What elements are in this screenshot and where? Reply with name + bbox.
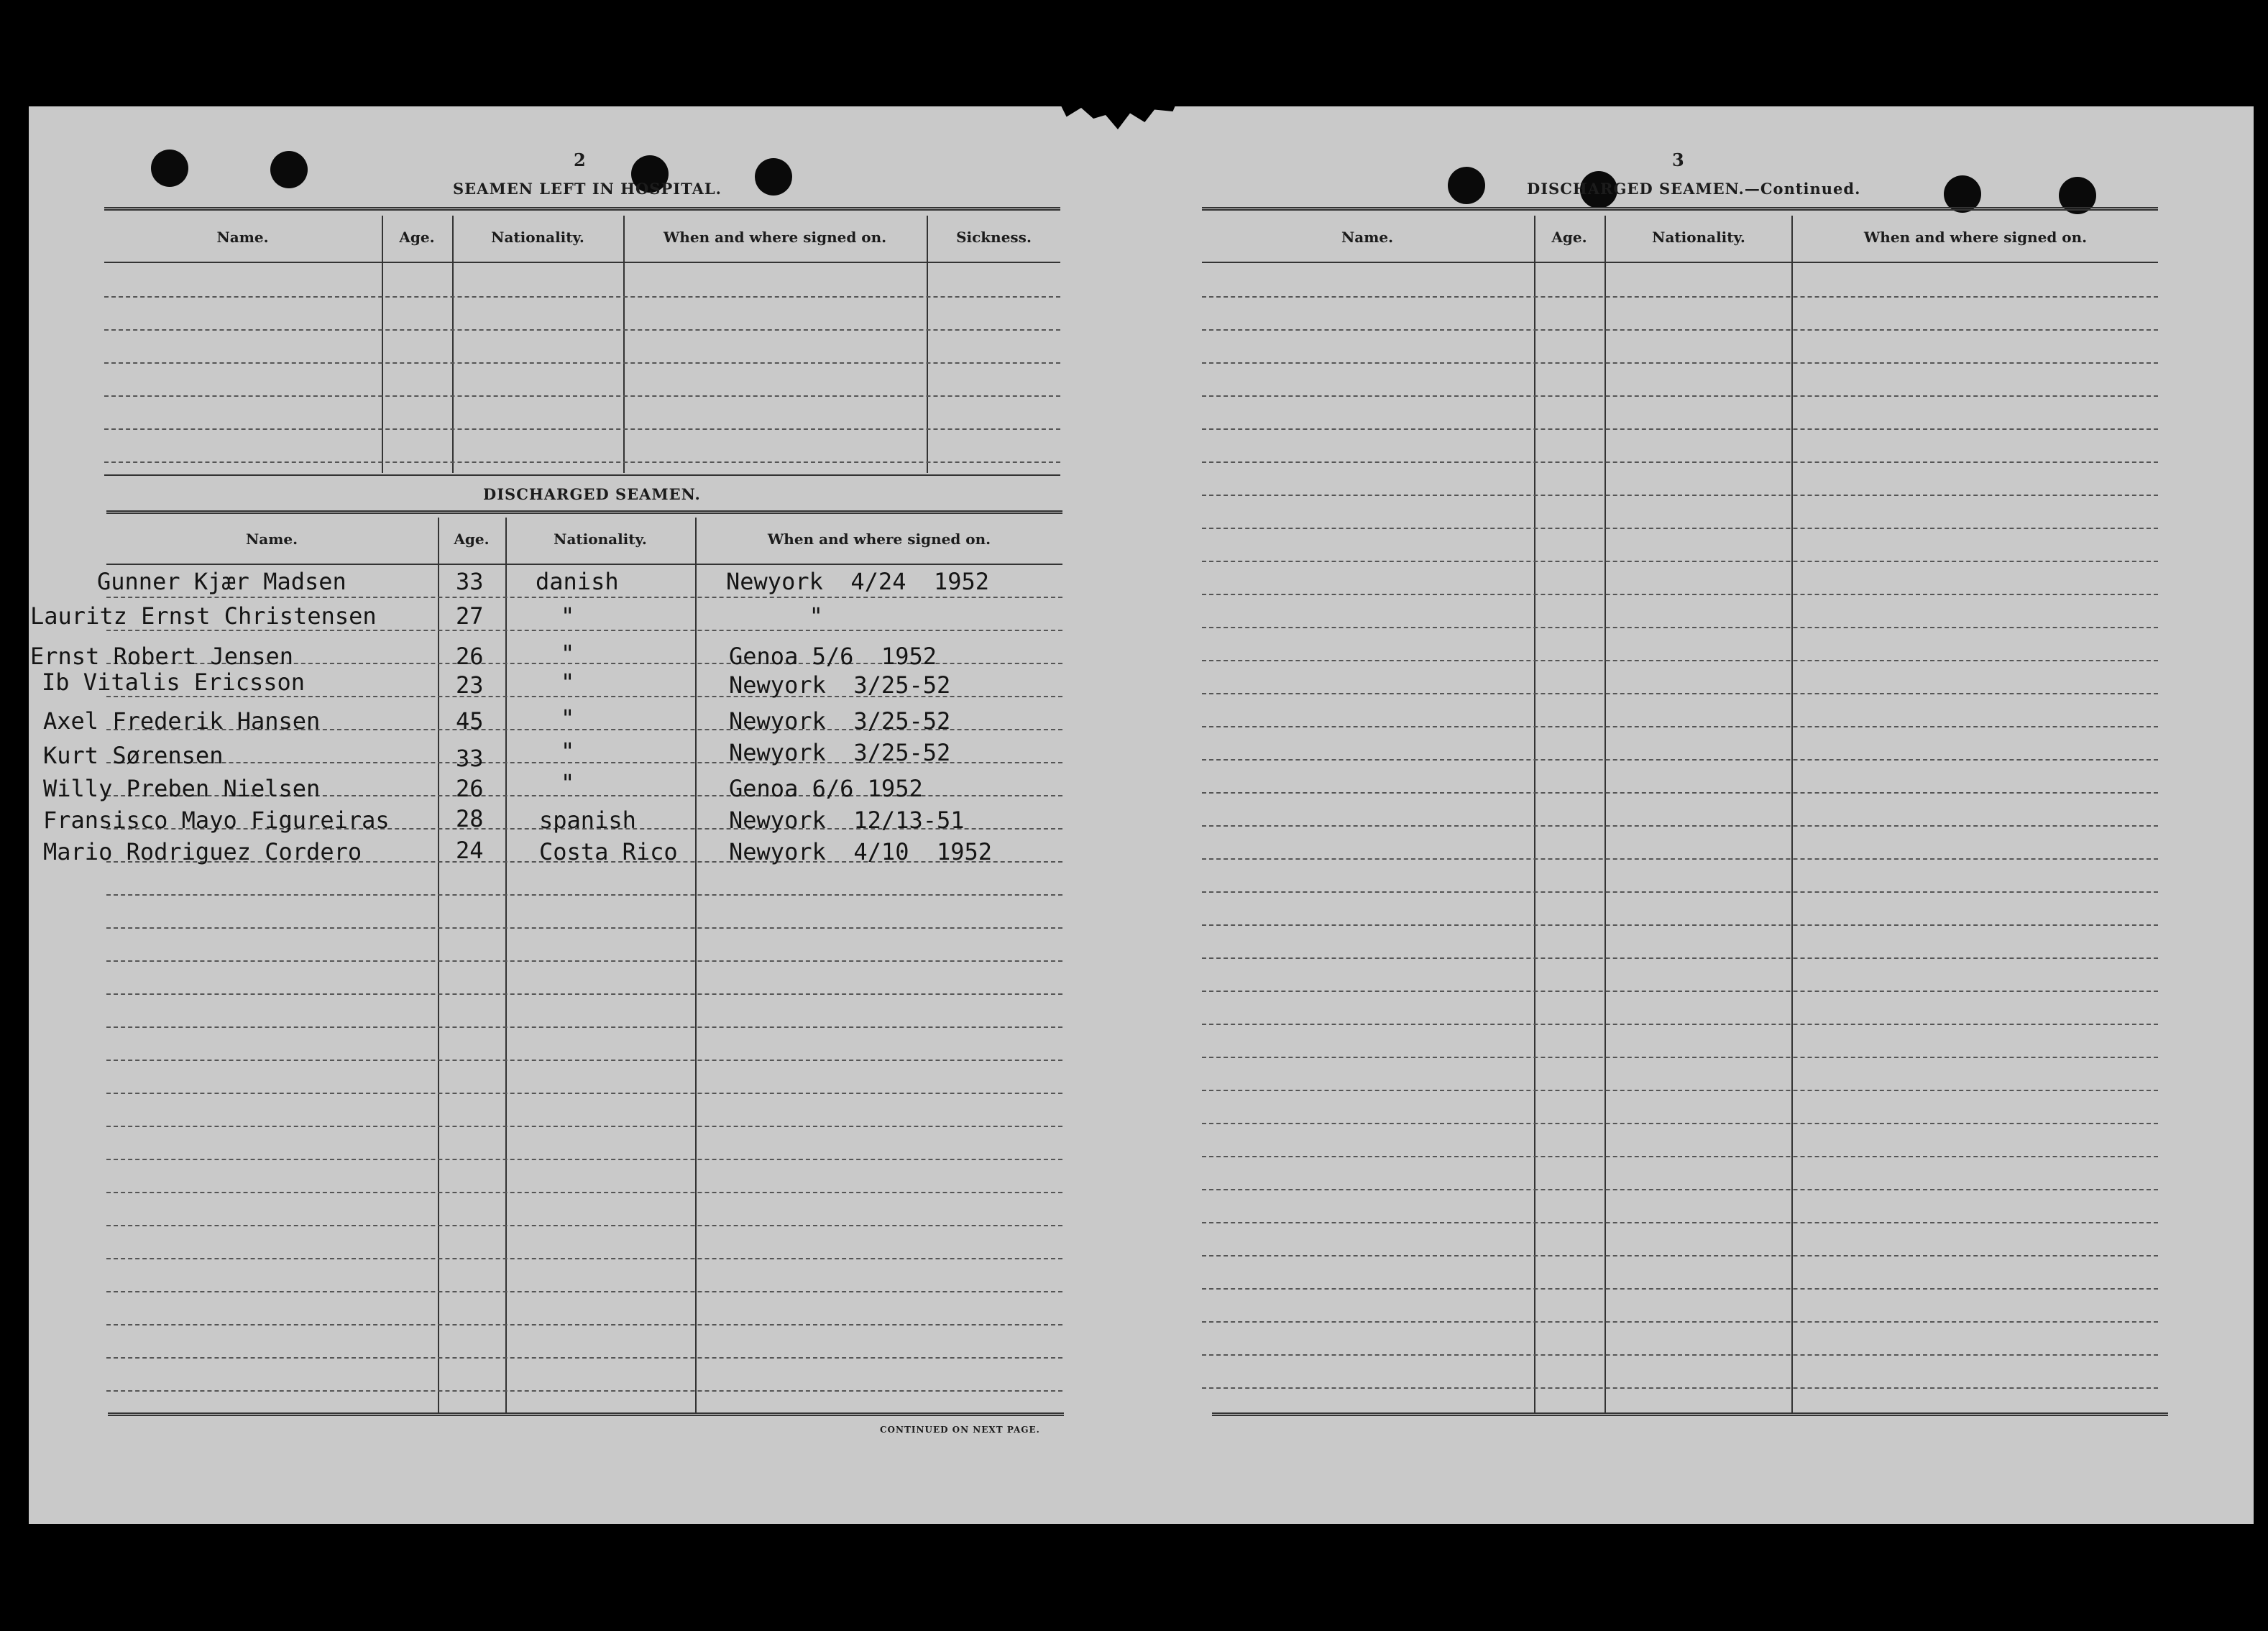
- ruled-line: [1202, 660, 2158, 661]
- ruled-line: [1202, 726, 2158, 727]
- seaman-age: 33: [456, 568, 484, 595]
- ruled-line: [106, 960, 1062, 962]
- ruled-line: [1202, 1057, 2158, 1058]
- seaman-name: Mario Rodriguez Cordero: [43, 838, 362, 865]
- discharged-col-age: Age.: [454, 530, 490, 548]
- ruled-line: [1202, 561, 2158, 562]
- seaman-signed-on: Genoa 6/6 1952: [729, 775, 923, 802]
- ruled-line: [106, 1026, 1062, 1028]
- ruled-line: [1202, 362, 2158, 364]
- seaman-signed-on: Newyork 3/25-52: [729, 671, 951, 699]
- seaman-name: Fransisco Mayo Figureiras: [43, 807, 390, 834]
- seaman-nationality: danish: [536, 568, 619, 595]
- hospital-section-title: SEAMEN LEFT IN HOSPITAL.: [453, 180, 722, 198]
- seaman-nationality: ": [561, 602, 575, 630]
- ruled-line: [1202, 594, 2158, 595]
- seaman-nationality: ": [561, 738, 575, 765]
- ruled-line: [1202, 759, 2158, 761]
- seaman-signed-on: Newyork 4/24 1952: [726, 568, 990, 595]
- page-number-left: 2: [574, 150, 586, 170]
- ruled-line: [1202, 428, 2158, 430]
- ruled-line: [1202, 991, 2158, 992]
- seaman-name: Gunner Kjær Madsen: [97, 568, 346, 595]
- ruled-line: [1202, 693, 2158, 694]
- hospital-bottom-rule: [104, 474, 1060, 476]
- seaman-signed-on: Newyork 3/25-52: [729, 739, 951, 766]
- hospital-top-rule: [104, 207, 1060, 211]
- seaman-age: 27: [456, 602, 484, 630]
- ruled-line: [1202, 528, 2158, 529]
- ruled-line: [106, 1390, 1062, 1392]
- right-col-name: Name.: [1341, 229, 1394, 246]
- ruled-line: [1202, 627, 2158, 628]
- ruled-line: [1202, 1123, 2158, 1124]
- seaman-nationality: spanish: [539, 807, 636, 834]
- ruled-line: [1202, 1189, 2158, 1190]
- hospital-divider: [452, 216, 454, 473]
- punch-hole: [1448, 167, 1485, 204]
- seaman-name: Willy Preben Nielsen: [43, 775, 321, 802]
- seaman-name: Ib Vitalis Ericsson: [42, 669, 306, 696]
- seaman-age: 26: [456, 775, 484, 802]
- seaman-nationality: ": [561, 704, 575, 732]
- discharged-col-nationality: Nationality.: [554, 530, 647, 548]
- seaman-age: 26: [456, 643, 484, 670]
- continued-note: CONTINUED ON NEXT PAGE.: [880, 1425, 1040, 1435]
- hospital-col-signed-on: When and where signed on.: [663, 229, 887, 246]
- ruled-line: [1202, 1156, 2158, 1157]
- seaman-signed-on: Newyork 3/25-52: [729, 707, 951, 735]
- ruled-line: [1202, 1222, 2158, 1223]
- ruled-line: [106, 1159, 1062, 1160]
- seaman-signed-on: Newyork 12/13-51: [729, 807, 965, 834]
- ruled-line: [1202, 1288, 2158, 1290]
- right-bottom-rule: [1212, 1412, 2168, 1416]
- seaman-age: 28: [456, 805, 484, 832]
- hospital-col-name: Name.: [216, 229, 269, 246]
- discharged-col-name: Name.: [245, 530, 298, 548]
- hospital-divider: [927, 216, 928, 473]
- seaman-signed-on: Newyork 4/10 1952: [729, 838, 993, 865]
- hospital-divider: [623, 216, 625, 473]
- hospital-divider: [382, 216, 383, 473]
- ruled-line: [104, 329, 1060, 331]
- punch-hole: [151, 150, 188, 187]
- ruled-line: [1202, 891, 2158, 893]
- seaman-name: Kurt Sørensen: [43, 742, 224, 769]
- ruled-line: [106, 1258, 1062, 1259]
- seaman-name: Lauritz Ernst Christensen: [30, 602, 377, 630]
- discharged-section-title: DISCHARGED SEAMEN.: [483, 485, 701, 503]
- ruled-line: [106, 1225, 1062, 1226]
- discharged-bottom-rule: [108, 1412, 1064, 1416]
- ruled-line: [1202, 825, 2158, 827]
- punch-hole: [270, 151, 308, 188]
- ruled-line: [1202, 1024, 2158, 1025]
- ruled-line: [1202, 329, 2158, 331]
- ruled-line: [1202, 1387, 2158, 1389]
- ruled-line: [104, 461, 1060, 463]
- ruled-line: [1202, 957, 2158, 959]
- ruled-line: [106, 1324, 1062, 1326]
- ruled-line: [1202, 1255, 2158, 1256]
- ruled-line: [104, 395, 1060, 397]
- discharged-col-signed-on: When and where signed on.: [767, 530, 991, 548]
- ruled-line: [1202, 495, 2158, 496]
- seaman-age: 24: [456, 837, 484, 864]
- ruled-line: [1202, 1090, 2158, 1091]
- seaman-age: 33: [456, 745, 484, 772]
- ruled-line: [106, 1291, 1062, 1292]
- ruled-line: [1202, 1354, 2158, 1356]
- seaman-name: Ernst Robert Jensen: [30, 643, 294, 670]
- hospital-header-rule: [104, 262, 1060, 263]
- seaman-nationality: ": [561, 640, 575, 667]
- hospital-col-sickness: Sickness.: [956, 229, 1032, 246]
- seaman-age: 23: [456, 671, 484, 699]
- seaman-signed-on: ": [726, 602, 823, 630]
- ruled-line: [106, 1357, 1062, 1359]
- hospital-col-nationality: Nationality.: [491, 229, 584, 246]
- ruled-line: [1202, 395, 2158, 397]
- ruled-line: [106, 993, 1062, 995]
- seaman-nationality: ": [561, 769, 575, 796]
- right-top-rule: [1202, 207, 2158, 211]
- discharged-header-rule: [106, 564, 1062, 565]
- discharged-divider: [438, 518, 439, 1412]
- ruled-line: [106, 1126, 1062, 1127]
- discharged-continued-title: DISCHARGED SEAMEN.—Continued.: [1527, 180, 1861, 198]
- ruled-line: [106, 1060, 1062, 1061]
- punch-hole: [755, 158, 792, 196]
- ruled-line: [106, 1093, 1062, 1094]
- seaman-age: 45: [456, 707, 484, 735]
- hospital-col-age: Age.: [399, 229, 435, 246]
- ruled-line: [106, 894, 1062, 896]
- ruled-line: [1202, 858, 2158, 860]
- ruled-line: [1202, 296, 2158, 298]
- discharged-divider: [695, 518, 697, 1412]
- right-col-age: Age.: [1551, 229, 1587, 246]
- ruled-line: [1202, 461, 2158, 463]
- seaman-name: Axel Frederik Hansen: [43, 707, 321, 735]
- seaman-signed-on: Genoa 5/6 1952: [729, 643, 937, 670]
- seaman-nationality: ": [561, 669, 575, 696]
- discharged-divider: [505, 518, 507, 1412]
- ruled-line: [106, 927, 1062, 929]
- seaman-nationality: Costa Rico: [539, 838, 678, 865]
- ruled-line: [104, 362, 1060, 364]
- ruled-line: [104, 296, 1060, 298]
- ruled-line: [106, 630, 1062, 631]
- ruled-line: [1202, 1321, 2158, 1323]
- right-header-rule: [1202, 262, 2158, 263]
- ruled-line: [1202, 924, 2158, 926]
- discharged-top-rule: [106, 510, 1062, 514]
- right-col-signed-on: When and where signed on.: [1863, 229, 2088, 246]
- right-col-nationality: Nationality.: [1652, 229, 1745, 246]
- ruled-line: [1202, 792, 2158, 794]
- ruled-line: [106, 597, 1062, 598]
- page-number-right: 3: [1672, 150, 1684, 170]
- ruled-line: [106, 1192, 1062, 1193]
- ruled-line: [104, 428, 1060, 430]
